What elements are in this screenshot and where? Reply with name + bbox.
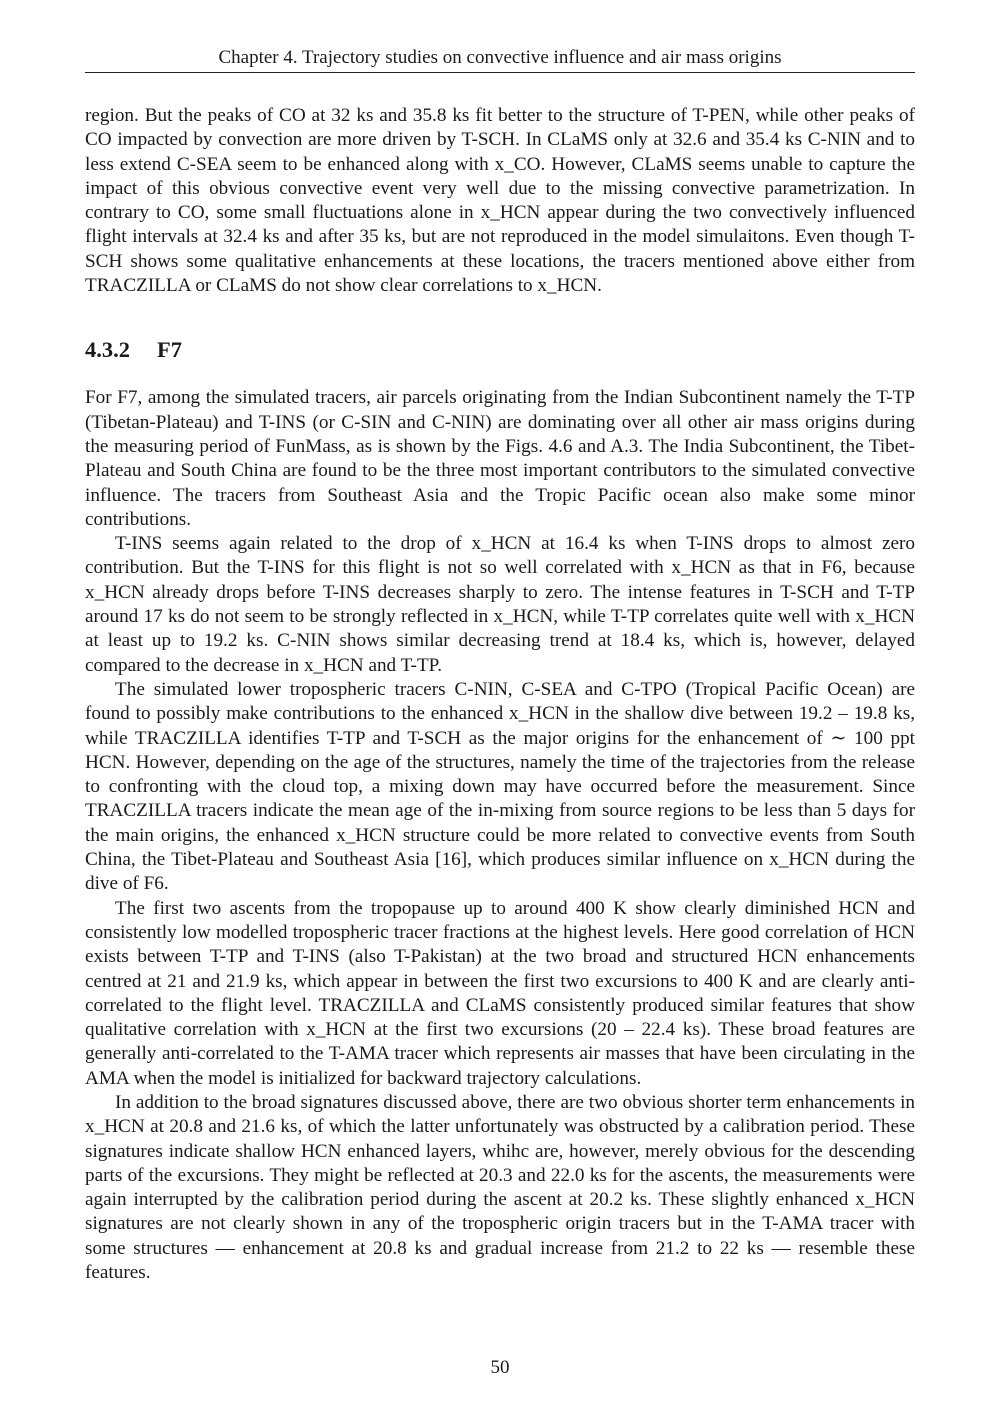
paragraph-5: In addition to the broad signatures discussed above, there are two obvious shorter term enhancements in x_HCN at 20.8 and 21.6 ks, of which the latter unfortunately was obstructed by a calibration period. These signatures indicate shallow HCN enhanced layers, whihc are, however, merely obvious for the descending parts of the excursions. They might be reflected at 20.3 and 22.0 ks for the ascents, the measurements were again interrupted by the calibration period during the ascent at 20.2 ks. These slightly enhanced x_HCN signatures are not clearly shown in any of the tropospheric origin tracers but in the T-AMA tracer with some structures — enhancement at 20.8 ks and gradual increase from 21.2 to 22 ks — resemble these features.: [85, 1091, 915, 1284]
paragraph-1: For F7, among the simulated tracers, air parcels originating from the Indian Subcontinent namely the T-TP (Tibetan-Plateau) and T-INS (or C-SIN and C-NIN) are dominating over all other air mass origins during the measuring period of FunMass, as is shown by the Figs. 4.6 and A.3. The India Subcontinent, the Tibet-Plateau and South China are found to be the three most important contributors to the simulated convective influence. The tracers from Southeast Asia and the Tropic Pacific ocean also make some minor contributions.: [85, 387, 915, 530]
intro-paragraph: region. But the peaks of CO at 32 ks and 35.8 ks fit better to the structure of T-PEN, while other peaks of CO impacted by convection are more driven by T-SCH. In CLaMS only at 32.6 and 35.4 ks C-NIN and to less extend C-SEA seem to be enhanced along with x_CO. However, CLaMS seems unable to capture the impact of this obvious convective event very well due to the missing convective parametrization. In contrary to CO, some small fluctuations alone in x_HCN appear during the two convectively influenced flight intervals at 32.4 ks and after 35 ks, but are not reproduced in the model simulaitons. Even though T-SCH shows some qualitative enhancements at these locations, the tracers mentioned above either from TRACZILLA or CLaMS do not show clear correlations to x_HCN.: [85, 105, 915, 297]
paragraph-2: T-INS seems again related to the drop of x_HCN at 16.4 ks when T-INS drops to almost zero contribution. But the T-INS for this flight is not so well correlated with x_HCN as that in F6, because x_HCN already drops before T-INS decreases sharply to zero. The intense features in T-SCH and T-TP around 17 ks do not seem to be strongly reflected in x_HCN, while T-TP correlates quite well with x_HCN at least up to 19.2 ks. C-NIN shows similar decreasing trend at 18.4 ks, which is, however, delayed compared to the decrease in x_HCN and T-TP.: [85, 533, 915, 676]
section-heading: [85, 336, 915, 364]
page-body: [85, 104, 915, 1285]
page-number: 50: [490, 1357, 510, 1378]
section-number: 4.3.2: [85, 337, 130, 363]
paragraph-3: The simulated lower tropospheric tracers C-NIN, C-SEA and C-TPO (Tropical Pacific Ocean) are found to possibly make contributions to the enhanced x_HCN in the shallow dive between 19.2 – 19.8 ks, while TRACZILLA identifies T-TP and T-SCH as the major origins for the enhancement of ∼ 100 ppt HCN. However, depending on the age of the structures, namely the time of the trajectories from the release to confronting with the cloud top, a mixing down may have occurred before the measurement. Since TRACZILLA tracers indicate the mean age of the in-mixing from source regions to be less than 5 days for the main origins, the enhanced x_HCN structure could be more related to convective events from South China, the Tibet-Plateau and Southeast Asia [16], which produces similar influence on x_HCN during the dive of F6.: [85, 678, 915, 895]
running-header: Chapter 4. Trajectory studies on convective influence and air mass origins: [85, 44, 915, 73]
paragraph-4: The first two ascents from the tropopause up to around 400 K show clearly diminished HCN and consistently low modelled tropospheric tracer fractions at the highest levels. Here good correlation of HCN exists between T-TP and T-INS (also T-Pakistan) at the two broad and structured HCN enhancements centred at 21 and 21.9 ks, which appear in between the first two excursions to 400 K and are clearly anti-correlated to the flight level. TRACZILLA and CLaMS consistently produced similar features that show qualitative correlation with x_HCN at the first two excursions (20 – 22.4 ks). These broad features are generally anti-correlated to the T-AMA tracer which represents air masses that have been circulating in the AMA when the model is initialized for backward trajectory calculations.: [85, 897, 915, 1089]
section-title: F7: [157, 337, 182, 363]
